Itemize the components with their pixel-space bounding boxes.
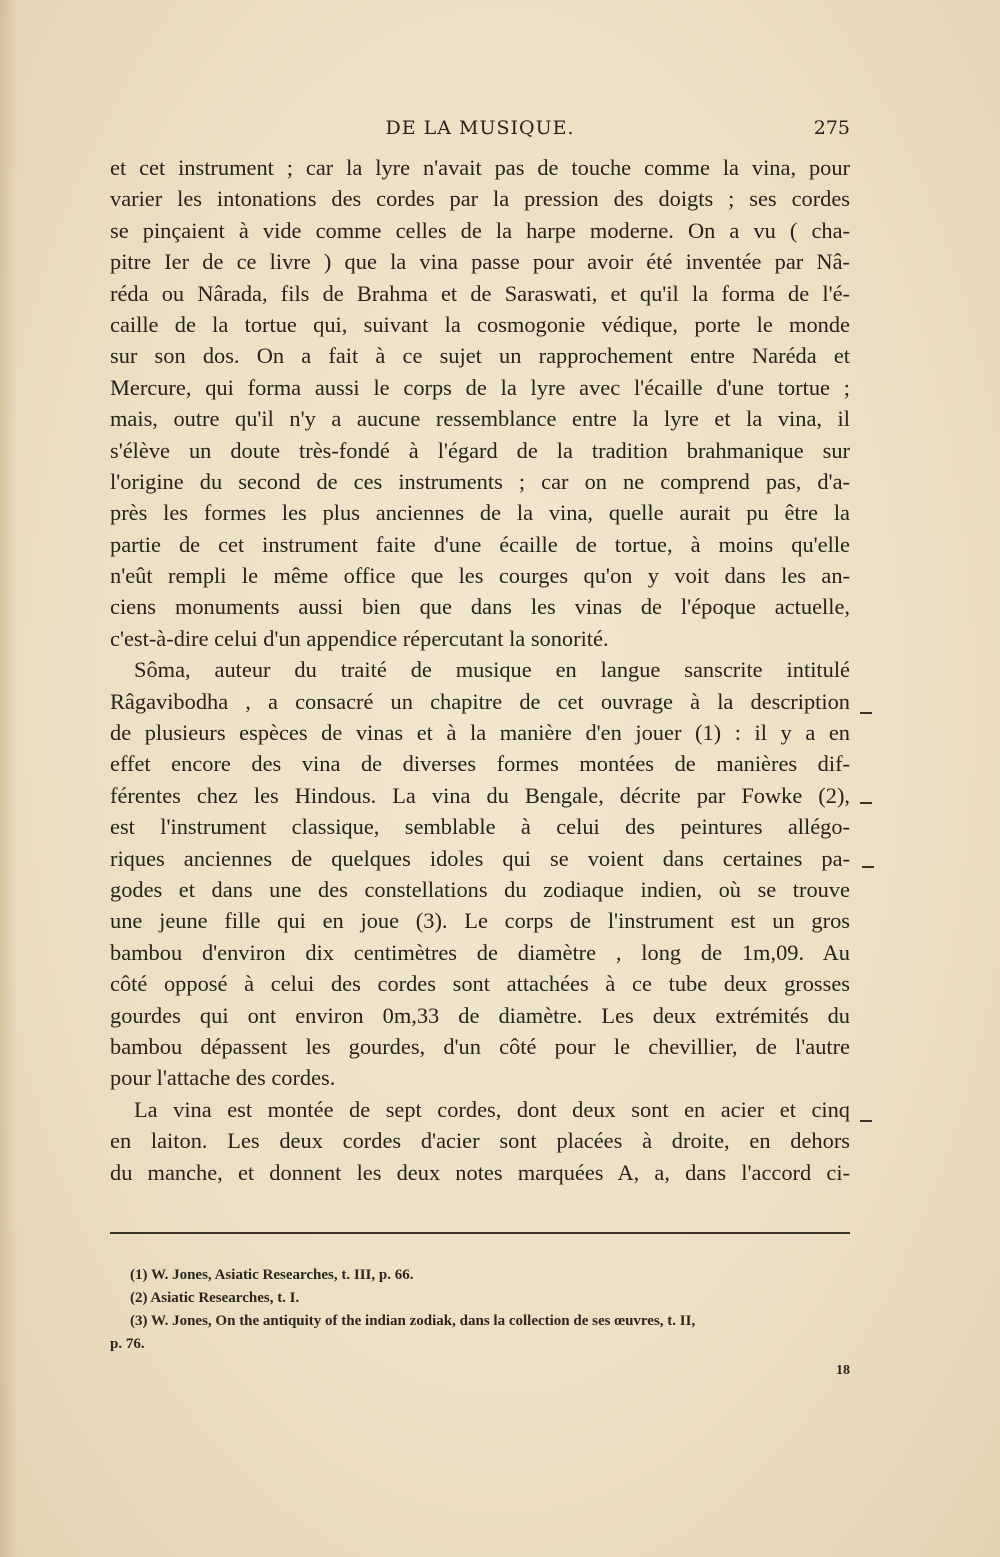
margin-mark	[862, 866, 874, 868]
footnote: (2) Asiatic Researches, t. I.	[130, 1290, 300, 1306]
footnotes	[110, 1264, 850, 1356]
text-line: s'élève un doute très-fondé à l'égard de la tradition brahmanique sur	[110, 437, 850, 463]
text-line: caille de la tortue qui, suivant la cosmogonie védique, porte le monde	[110, 311, 850, 337]
text-line: férentes chez les Hindous. La vina du Bengale, décrite par Fowke (2),	[110, 782, 850, 808]
text-line: Mercure, qui forma aussi le corps de la lyre avec l'écaille d'une tortue ;	[110, 374, 850, 400]
text-line: La vina est montée de sept cordes, dont deux sont en acier et cinq	[134, 1096, 850, 1122]
text-line: ciens monuments aussi bien que dans les vinas de l'époque actuelle,	[110, 594, 850, 620]
text-line: varier les intonations des cordes par la pression des doigts ; ses cordes	[110, 186, 850, 212]
text-line: effet encore des vina de diverses formes montées de manières dif-	[110, 751, 850, 777]
footnote: (1) W. Jones, Asiatic Researches, t. III, p. 66.	[130, 1267, 414, 1283]
text-line: bambou dépassent les gourdes, d'un côté pour le chevillier, de l'autre	[110, 1033, 850, 1059]
text-line: est l'instrument classique, semblable à celui des peintures allégo-	[110, 814, 850, 840]
text-line: mais, outre qu'il n'y a aucune ressemblance entre la lyre et la vina, il	[110, 406, 850, 432]
text-line: l'origine du second de ces instruments ; car on ne comprend pas, d'a-	[110, 468, 850, 494]
page-number: 275	[813, 117, 850, 139]
text-line: et cet instrument ; car la lyre n'avait pas de touche comme la vina, pour	[110, 155, 850, 180]
text-line: se pinçaient à vide comme celles de la harpe moderne. On a vu ( cha-	[110, 217, 850, 243]
page-header	[110, 117, 850, 147]
text-line: bambou d'environ dix centimètres de diamètre , long de 1m,09. Au	[110, 939, 850, 965]
text-line: réda ou Nârada, fils de Brahma et de Saraswati, et qu'il la forma de l'é-	[110, 280, 850, 306]
margin-mark	[860, 1120, 872, 1122]
text-line: près les formes les plus anciennes de la vina, quelle aurait pu être la	[110, 500, 850, 526]
body-text	[110, 152, 850, 1188]
text-line: une jeune fille qui en joue (3). Le corps de l'instrument est un gros	[110, 908, 850, 934]
text-line: du manche, et donnent les deux notes marquées A, a, dans l'accord ci-	[110, 1159, 850, 1185]
footnote-rule	[110, 1232, 850, 1234]
text-line: godes et dans une des constellations du zodiaque indien, où se trouve	[110, 876, 850, 902]
margin-mark	[860, 712, 872, 714]
text-line: sur son dos. On a fait à ce sujet un rapprochement entre Naréda et	[110, 343, 850, 369]
footnote: p. 76.	[110, 1336, 145, 1352]
text-line: c'est-à-dire celui d'un appendice répercutant la sonorité.	[110, 625, 609, 651]
text-line: riques anciennes de quelques idoles qui se voient dans certaines pa-	[110, 845, 850, 871]
text-line: de plusieurs espèces de vinas et à la manière d'en jouer (1) : il y a en	[110, 720, 850, 746]
text-line: n'eût rempli le même office que les courges qu'on y voit dans les an-	[110, 563, 850, 589]
running-head: DE LA MUSIQUE.	[385, 117, 575, 139]
text-line: Râgavibodha , a consacré un chapitre de cet ouvrage à la description	[110, 688, 850, 714]
text-line: en laiton. Les deux cordes d'acier sont placées à droite, en dehors	[110, 1128, 850, 1154]
text-line: pitre Ier de ce livre ) que la vina passe pour avoir été inventée par Nâ-	[110, 249, 850, 275]
text-line: Sôma, auteur du traité de musique en langue sanscrite intitulé	[134, 657, 850, 683]
margin-mark	[860, 802, 872, 804]
text-line: gourdes qui ont environ 0m,33 de diamètre. Les deux extrémités du	[110, 1002, 850, 1028]
text-line: pour l'attache des cordes.	[110, 1065, 336, 1091]
text-line: partie de cet instrument faite d'une écaille de tortue, à moins qu'elle	[110, 531, 850, 557]
signature-mark: 18	[836, 1363, 850, 1378]
text-line: côté opposé à celui des cordes sont attachées à ce tube deux grosses	[110, 971, 850, 997]
page-edge-shadow	[0, 0, 18, 1557]
footnote: (3) W. Jones, On the antiquity of the indian zodiak, dans la collection de ses œuvres, t. II,	[130, 1313, 696, 1329]
